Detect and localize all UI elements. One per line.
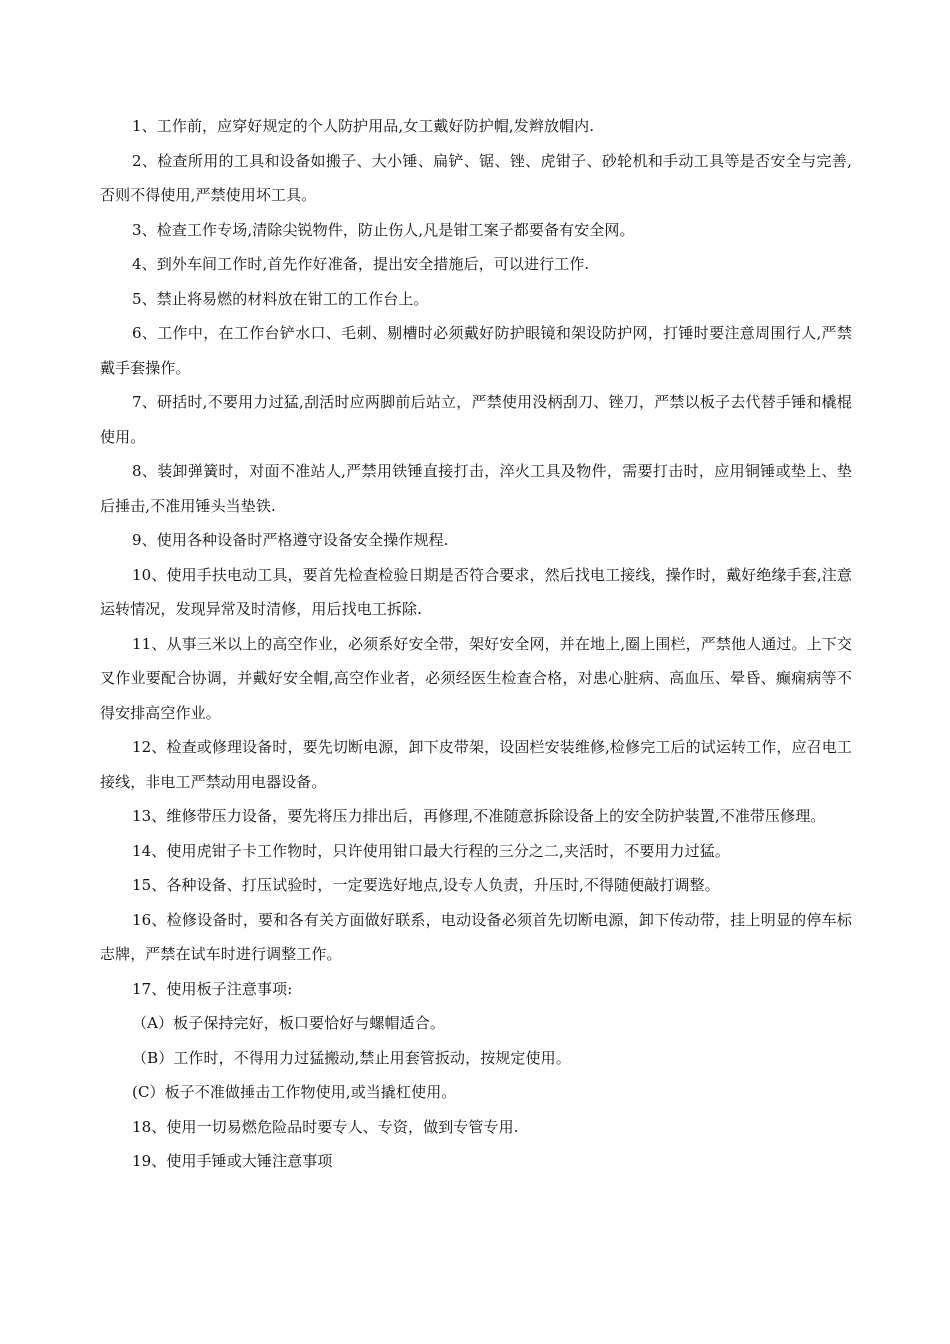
rule-paragraph-7: 7、研括时,不要用力过猛,刮活时应两脚前后站立，严禁使用没柄刮刀、锉刀，严禁以板子去代替手锤和橇棍使用。 [100, 393, 852, 446]
rule-paragraph-4: 4、到外车间工作时,首先作好准备，提出安全措施后，可以进行工作. [132, 255, 590, 273]
rule-paragraph-9: 9、使用各种设备时严格遵守设备安全操作规程. [132, 531, 449, 549]
rule-paragraph-15: 15、各种设备、打压试验时，一定要选好地点,设专人负责，升压时,不得随便敲打调整。 [132, 876, 720, 894]
rule-paragraph-6: 6、工作中，在工作台铲水口、毛刺、剔槽时必须戴好防护眼镜和架设防护网，打锤时要注意周围行人,严禁戴手套操作。 [100, 324, 852, 377]
rule-paragraph-12: 12、检查或修理设备时，要先切断电源，卸下皮带架，设固栏安装维修,检修完工后的试运转工作，应召电工接线，非电工严禁动用电器设备。 [100, 738, 852, 791]
rule-paragraph-10: 10、使用手扶电动工具，要首先检查检验日期是否符合要求，然后找电工接线，操作时，戴好绝缘手套,注意运转情况，发现异常及时清修，用后找电工拆除. [100, 565, 852, 618]
rule-paragraph-18: 18、使用一切易燃危险品时要专人、专资，做到专管专用. [132, 1117, 519, 1136]
sub-item-c: (C）板子不准做捶击工作物使用,或当撬杠使用。 [132, 1083, 457, 1101]
rule-paragraph-8: 8、装卸弹簧时，对面不准站人,严禁用铁锤直接打击，淬火工具及物件，需要打击时，应用铜锤或垫上、垫后捶击,不准用锤头当垫铁. [100, 462, 852, 515]
rule-paragraph-1: 1、工作前，应穿好规定的个人防护用品,女工戴好防护帽,发辫放帽内. [132, 117, 595, 135]
rule-paragraph-2: 2、检查所用的工具和设备如搬子、大小锤、扁铲、锯、锉、虎钳子、砂轮机和手动工具等是否安全与完善,否则不得使用,严禁使用坏工具。 [100, 151, 852, 204]
rule-paragraph-19: 19、使用手锤或大锤注意事项 [132, 1152, 333, 1170]
document-body [100, 109, 852, 1179]
rule-paragraph-16: 16、检修设备时，要和各有关方面做好联系，电动设备必须首先切断电源，卸下传动带，挂上明显的停车标志牌，严禁在试车时进行调整工作。 [100, 910, 852, 963]
sub-item-a: （A）板子保持完好，板口要恰好与螺帽适合。 [132, 1014, 445, 1032]
rule-paragraph-14: 14、使用虎钳子卡工作物时，只许使用钳口最大行程的三分之二,夹活时，不要用力过猛。 [132, 841, 730, 860]
rule-paragraph-3: 3、检查工作专场,清除尖锐物件，防止伤人,凡是钳工案子都要备有安全网。 [132, 220, 635, 239]
rule-paragraph-13: 13、维修带压力设备，要先将压力排出后，再修理,不准随意拆除设备上的安全防护装置,不准带压修理。 [132, 807, 826, 825]
sub-item-b: （B）工作时，不得用力过猛搬动,禁止用套管扳动，按规定使用。 [132, 1048, 571, 1067]
rule-paragraph-17: 17、使用板子注意事项: [132, 979, 293, 998]
rule-paragraph-5: 5、禁止将易燃的材料放在钳工的工作台上。 [132, 289, 429, 308]
rule-paragraph-11: 11、从事三米以上的高空作业，必须系好安全带，架好安全网，并在地上,圈上围栏，严禁他人通过。上下交叉作业要配合协调，并戴好安全帽,高空作业者，必须经医生检查合格，对患心脏病、高血压、晕昏、癫痫病等不得安排高空作业。 [100, 634, 852, 722]
